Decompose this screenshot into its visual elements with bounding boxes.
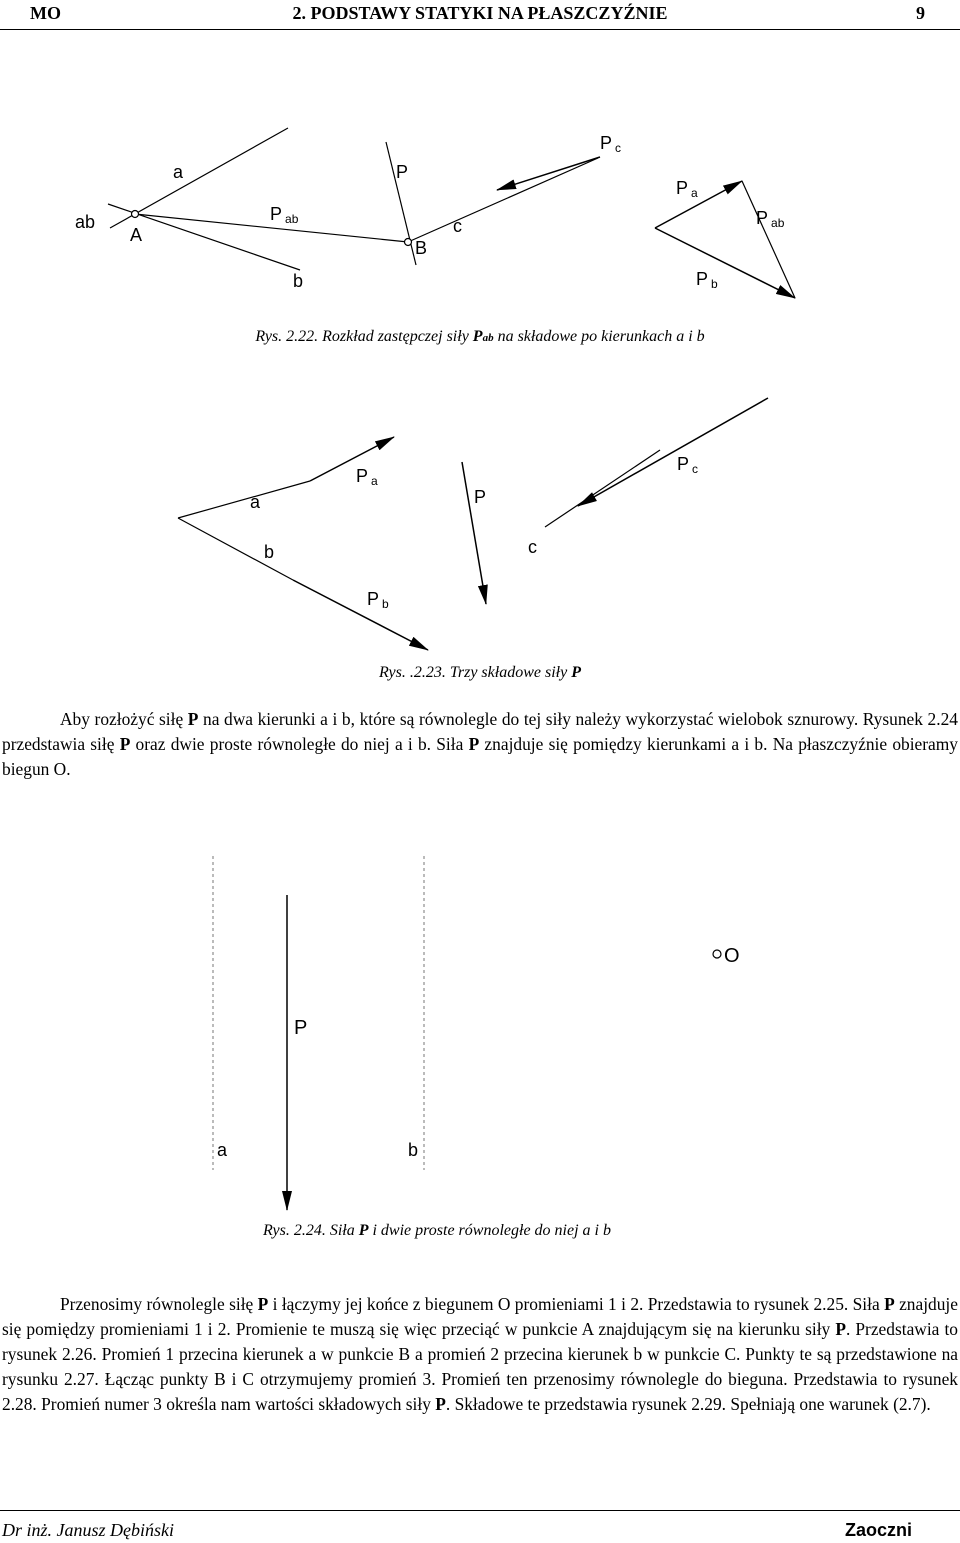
label-b: b [408,1140,419,1160]
label-b: b [293,271,304,291]
label-P: P [474,487,487,507]
label-Pa: Pa [356,466,378,488]
label-P: P [396,162,409,182]
point-A [132,211,139,218]
figure-2-22 [0,0,960,310]
header-course: MO [30,3,61,23]
label-Pab-polygon: Pab [756,208,785,230]
label-b: b [264,542,275,562]
label-c: c [528,537,537,557]
label-ab: ab [75,212,96,232]
label-O: O [724,945,740,967]
label-B: B [415,238,428,258]
force-pb-line [742,181,795,298]
force-pab-arrow [655,228,795,298]
page-footer [0,1510,960,1543]
force-pc-arrow [497,157,600,190]
caption-2-24: Rys. 2.24. Siła P i dwie proste równoległe do niej a i b [263,1222,611,1239]
point-B [405,239,412,246]
footer-author: Dr inż. Janusz Dębiński [2,1520,174,1540]
label-a: a [250,492,261,512]
header-page-number: 9 [916,3,925,23]
line-c [408,158,598,242]
label-c: c [453,216,462,236]
footer-rule [0,1510,960,1511]
figure-2-23 [0,390,960,650]
label-Pa: Pa [676,178,698,200]
line-b [178,518,293,580]
figure-2-24 [0,850,960,1210]
label-Pab: Pab [270,204,299,226]
pole-O [713,950,721,958]
force-pa-arrow [310,437,394,481]
caption-2-23: Rys. .2.23. Trzy składowe siły P [379,664,581,681]
header-title: 2. PODSTAWY STATYKI NA PŁASZCZYŹNIE [292,3,668,23]
label-a: a [173,162,184,182]
force-pb-arrow [293,580,428,650]
label-Pc: Pc [677,454,699,476]
force-pa-arrow [655,181,742,228]
force-pc-arrow [578,398,768,506]
footer-label: Zaoczni [844,1520,912,1540]
label-Pb: Pb [367,589,389,611]
label-P: P [294,1017,308,1039]
caption-2-22: Rys. 2.22. Rozkład zastępczej siły Pab na składowe po kierunkach a i b [255,328,705,345]
paragraph-1: Aby rozłożyć siłę P na dwa kierunki a i b, które są równolegle do tej siły należy wykorzystać wielobok sznurowy. Rysunek 2.24 przedstawia siłę P oraz dwie proste równoległe do niej a i b. Siła P znajduje się pomiędzy kierunkami a i b. Na płaszczyźnie obieramy biegun O. [2,709,958,779]
force-p-line [386,142,416,265]
label-A: A [130,225,143,245]
force-p-arrow [462,462,486,604]
label-Pb: Pb [696,269,718,291]
line-a [178,481,310,518]
line-c [545,450,660,527]
paragraph-2: Przenosimy równolegle siłę P i łączymy jej końce z biegunem O promieniami 1 i 2. Przedstawia to rysunek 2.25. Siła P znajduje się pomiędzy promieniami 1 i 2. Promienie te muszą się więc przeciąć w punkcie A znajdującym się na kierunku siły P. Przedstawia to rysunek 2.26. Promień 1 przecina kierunek a w punkcie B a promień 2 przecina kierunek b w punkcie C. Punkty te są przedstawione na rysunku 2.27. Łącząc punkty B i C otrzymujemy promień 3. Promień ten przenosimy równolegle do bieguna. Przedstawia to rysunek 2.28. Promień numer 3 określa nam wartości składowych siły P. Składowe te przedstawia rysunek 2.29. Spełniają one warunek (2.7). [2,1294,959,1414]
label-Pc: Pc [600,133,622,155]
label-a: a [217,1140,228,1160]
